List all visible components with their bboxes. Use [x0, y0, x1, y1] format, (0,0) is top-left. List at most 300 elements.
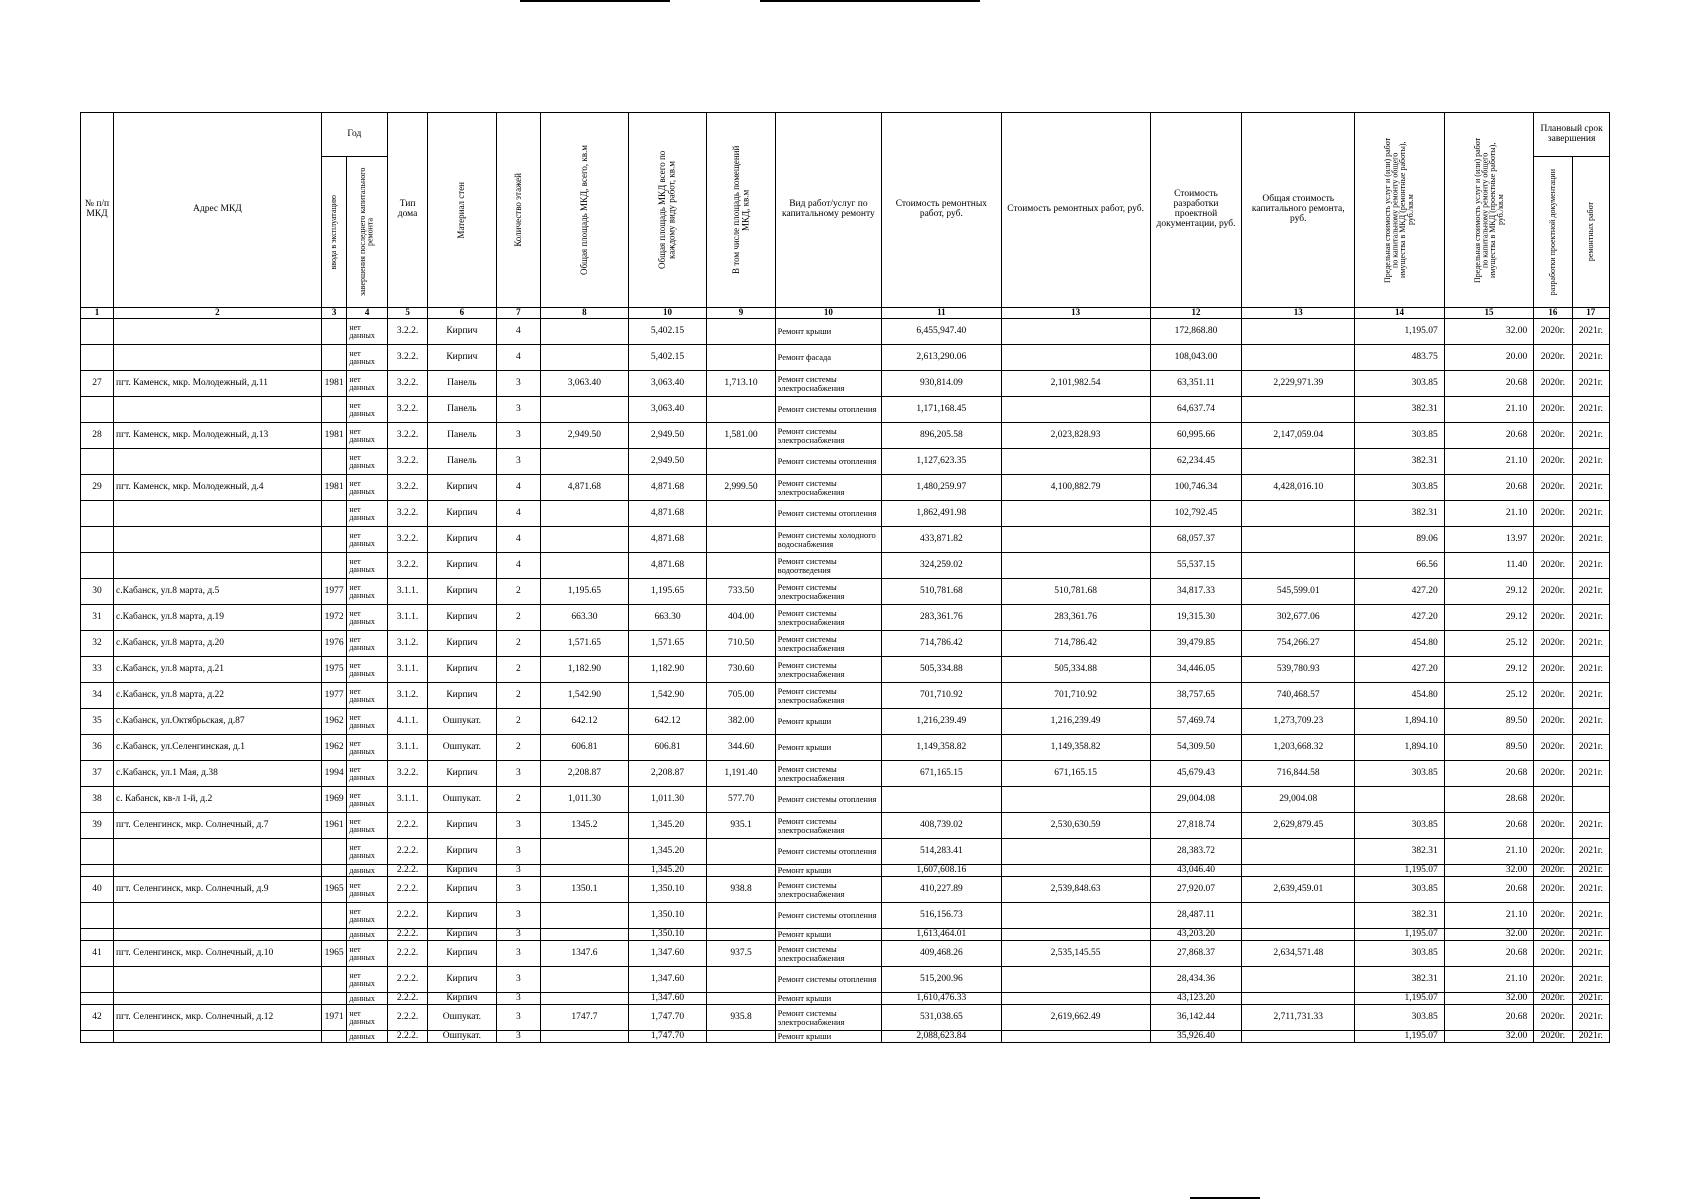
cell-deadline-repair: 2021г. — [1572, 449, 1609, 475]
cell-year-commission — [321, 865, 347, 877]
header-total-cost: Общая стоимость капитального ремонта, руб. — [1242, 113, 1355, 308]
table-row — [81, 903, 1610, 929]
cell-house-type: 3.1.2. — [387, 631, 427, 657]
cell-area-by-work: 1,345.20 — [628, 839, 707, 865]
cell-design-cost: 62,234.45 — [1150, 449, 1242, 475]
header-limit-design: Предельная стоимость услуг и (или) работ по капитальному ремонту общего имущества в МКД (проектные работы), руб./кв.м — [1472, 137, 1505, 283]
table-row — [81, 553, 1610, 579]
column-index-cell: 8 — [541, 308, 628, 319]
cell-row-number — [81, 449, 114, 475]
cell-address: с.Кабанск, ул.Селенгинская, д.1 — [114, 735, 322, 761]
cell-total-area: 1,571.65 — [541, 631, 628, 657]
cell-area-by-work: 1,182.90 — [628, 657, 707, 683]
cell-repair-cost: 6,455,947.40 — [882, 319, 1001, 345]
header-floors: Количество этажей — [512, 173, 523, 247]
cell-house-type: 2.2.2. — [387, 967, 427, 993]
cell-floors: 3 — [496, 967, 541, 993]
cell-work-type: Ремонт системы электроснабжения — [775, 813, 882, 839]
cell-premises-area — [707, 397, 775, 423]
cell-house-type: 3.1.1. — [387, 657, 427, 683]
cell-address — [114, 839, 322, 865]
cell-deadline-design: 2020г. — [1534, 579, 1572, 605]
cell-total-cost: 754,266.27 — [1242, 631, 1355, 657]
cell-area-by-work: 2,208.87 — [628, 761, 707, 787]
cell-floors: 3 — [496, 1031, 541, 1043]
cell-total-cost: 2,147,059.04 — [1242, 423, 1355, 449]
header-design-cost: Стоимость разработки проектной документации, руб. — [1150, 113, 1242, 308]
cell-repair-cost: 1,610,476.33 — [882, 993, 1001, 1005]
cell-premises-area — [707, 449, 775, 475]
cell-total-area: 1,195.65 — [541, 579, 628, 605]
cell-area-by-work: 1,347.60 — [628, 993, 707, 1005]
cell-house-type: 2.2.2. — [387, 865, 427, 877]
cell-row-number — [81, 319, 114, 345]
cell-house-type: 2.2.2. — [387, 941, 427, 967]
cell-limit-repair: 382.31 — [1355, 839, 1445, 865]
cell-address — [114, 903, 322, 929]
cell-design-cost: 36,142.44 — [1150, 1005, 1242, 1031]
cell-year-last-repair: нет данных — [347, 345, 387, 371]
cell-deadline-design: 2020г. — [1534, 967, 1572, 993]
cell-year-commission: 1969 — [321, 787, 347, 813]
cell-total-cost — [1242, 929, 1355, 941]
header-year-commission: ввода в эксплуатацию — [329, 194, 339, 270]
cell-wall-material: Кирпич — [428, 683, 496, 709]
cell-repair-cost-total — [1001, 839, 1150, 865]
cell-area-by-work: 1,542.90 — [628, 683, 707, 709]
cell-deadline-repair: 2021г. — [1572, 813, 1609, 839]
cell-repair-cost: 1,613,464.01 — [882, 929, 1001, 941]
cell-year-commission — [321, 345, 347, 371]
cell-repair-cost: 896,205.58 — [882, 423, 1001, 449]
cell-wall-material: Ошпукат. — [428, 735, 496, 761]
cell-wall-material: Кирпич — [428, 501, 496, 527]
table-row — [81, 527, 1610, 553]
cell-total-cost — [1242, 527, 1355, 553]
cell-address: пгт. Селенгинск, мкр. Солнечный, д.9 — [114, 877, 322, 903]
cell-row-number — [81, 967, 114, 993]
cell-total-cost — [1242, 553, 1355, 579]
cell-address: пгт. Селенгинск, мкр. Солнечный, д.7 — [114, 813, 322, 839]
cell-wall-material: Кирпич — [428, 553, 496, 579]
cell-limit-repair: 427.20 — [1355, 579, 1445, 605]
cell-repair-cost: 409,468.26 — [882, 941, 1001, 967]
cell-house-type: 3.2.2. — [387, 761, 427, 787]
cell-year-last-repair: данных — [347, 929, 387, 941]
cell-repair-cost: 510,781.68 — [882, 579, 1001, 605]
cell-row-number: 42 — [81, 1005, 114, 1031]
cell-design-cost: 172,868.80 — [1150, 319, 1242, 345]
cell-limit-design: 21.10 — [1444, 903, 1534, 929]
cell-year-last-repair: нет данных — [347, 839, 387, 865]
header-premises-area: В том числе площадь помещений МКД, кв.м — [730, 145, 751, 275]
cell-limit-repair: 1,195.07 — [1355, 319, 1445, 345]
cell-wall-material: Кирпич — [428, 903, 496, 929]
cell-limit-design: 20.68 — [1444, 371, 1534, 397]
cell-total-area: 1345.2 — [541, 813, 628, 839]
cell-total-area — [541, 865, 628, 877]
cell-deadline-repair: 2021г. — [1572, 579, 1609, 605]
cell-area-by-work: 3,063.40 — [628, 371, 707, 397]
cell-limit-repair: 1,894.10 — [1355, 735, 1445, 761]
cell-deadline-design: 2020г. — [1534, 735, 1572, 761]
cell-total-area: 1347.6 — [541, 941, 628, 967]
cell-deadline-design: 2020г. — [1534, 813, 1572, 839]
cell-limit-design: 20.68 — [1444, 475, 1534, 501]
cell-house-type: 3.2.2. — [387, 449, 427, 475]
cell-premises-area — [707, 319, 775, 345]
cell-limit-repair: 1,195.07 — [1355, 865, 1445, 877]
cell-limit-design: 20.68 — [1444, 1005, 1534, 1031]
cell-wall-material: Кирпич — [428, 527, 496, 553]
cell-deadline-design: 2020г. — [1534, 371, 1572, 397]
cell-repair-cost-total — [1001, 865, 1150, 877]
cell-row-number — [81, 345, 114, 371]
cell-house-type: 3.1.1. — [387, 787, 427, 813]
cell-limit-repair: 382.31 — [1355, 501, 1445, 527]
cell-row-number: 37 — [81, 761, 114, 787]
cell-premises-area: 710.50 — [707, 631, 775, 657]
table-row — [81, 787, 1610, 813]
cell-total-cost — [1242, 501, 1355, 527]
cell-floors: 2 — [496, 735, 541, 761]
cell-deadline-design: 2020г. — [1534, 941, 1572, 967]
cell-floors: 3 — [496, 929, 541, 941]
cell-year-last-repair: нет данных — [347, 903, 387, 929]
cell-address: пгт. Селенгинск, мкр. Солнечный, д.12 — [114, 1005, 322, 1031]
header-year: Год — [321, 113, 387, 157]
cell-total-area: 1350.1 — [541, 877, 628, 903]
header-deadline: Плановый срок завершения — [1534, 113, 1610, 157]
cell-repair-cost-total — [1001, 967, 1150, 993]
cell-wall-material: Кирпич — [428, 761, 496, 787]
cell-work-type: Ремонт системы отопления — [775, 449, 882, 475]
cell-wall-material: Кирпич — [428, 475, 496, 501]
cell-deadline-design: 2020г. — [1534, 501, 1572, 527]
cell-deadline-design: 2020г. — [1534, 683, 1572, 709]
cell-deadline-repair: 2021г. — [1572, 345, 1609, 371]
cell-work-type: Ремонт системы электроснабжения — [775, 877, 882, 903]
cell-wall-material: Кирпич — [428, 865, 496, 877]
cell-repair-cost: 410,227.89 — [882, 877, 1001, 903]
cell-area-by-work: 1,011.30 — [628, 787, 707, 813]
cell-row-number — [81, 527, 114, 553]
cell-year-commission — [321, 527, 347, 553]
cell-deadline-design: 2020г. — [1534, 877, 1572, 903]
cell-house-type: 3.2.2. — [387, 527, 427, 553]
cell-deadline-repair: 2021г. — [1572, 527, 1609, 553]
cell-year-commission: 1975 — [321, 657, 347, 683]
cell-design-cost: 68,057.37 — [1150, 527, 1242, 553]
cell-year-last-repair: данных — [347, 1031, 387, 1043]
cell-total-cost — [1242, 449, 1355, 475]
cell-premises-area: 935.1 — [707, 813, 775, 839]
table-row — [81, 993, 1610, 1005]
cell-total-cost — [1242, 397, 1355, 423]
cell-design-cost: 29,004.08 — [1150, 787, 1242, 813]
header-num: № п/п МКД — [81, 113, 114, 308]
cell-deadline-repair: 2021г. — [1572, 839, 1609, 865]
cell-year-last-repair: нет данных — [347, 787, 387, 813]
cell-year-last-repair: нет данных — [347, 631, 387, 657]
cell-repair-cost-total: 2,023,828.93 — [1001, 423, 1150, 449]
cell-house-type: 3.2.2. — [387, 423, 427, 449]
cell-total-area — [541, 993, 628, 1005]
cell-deadline-repair — [1572, 787, 1609, 813]
cell-limit-design: 20.68 — [1444, 877, 1534, 903]
cell-year-commission: 1976 — [321, 631, 347, 657]
cell-design-cost: 34,446.05 — [1150, 657, 1242, 683]
column-index-cell: 10 — [775, 308, 882, 319]
cell-total-area — [541, 903, 628, 929]
cell-repair-cost-total — [1001, 449, 1150, 475]
cell-area-by-work: 2,949.50 — [628, 449, 707, 475]
cell-premises-area: 2,999.50 — [707, 475, 775, 501]
cell-total-cost — [1242, 967, 1355, 993]
cell-area-by-work: 1,350.10 — [628, 877, 707, 903]
table-row — [81, 501, 1610, 527]
cell-design-cost: 54,309.50 — [1150, 735, 1242, 761]
cell-house-type: 2.2.2. — [387, 993, 427, 1005]
cell-repair-cost: 2,088,623.84 — [882, 1031, 1001, 1043]
cell-area-by-work: 1,350.10 — [628, 929, 707, 941]
cell-repair-cost: 283,361.76 — [882, 605, 1001, 631]
cell-area-by-work: 1,350.10 — [628, 903, 707, 929]
cell-total-cost: 2,229,971.39 — [1242, 371, 1355, 397]
cell-repair-cost-total: 283,361.76 — [1001, 605, 1150, 631]
cell-total-area — [541, 967, 628, 993]
cell-row-number — [81, 903, 114, 929]
cell-house-type: 3.1.2. — [387, 683, 427, 709]
cell-repair-cost-total — [1001, 1031, 1150, 1043]
cell-design-cost: 19,315.30 — [1150, 605, 1242, 631]
cell-year-last-repair: нет данных — [347, 579, 387, 605]
scan-edge-mark — [760, 0, 980, 2]
cell-repair-cost-total — [1001, 345, 1150, 371]
cell-floors: 3 — [496, 1005, 541, 1031]
cell-repair-cost: 1,862,491.98 — [882, 501, 1001, 527]
table-row — [81, 1031, 1610, 1043]
cell-repair-cost: 930,814.09 — [882, 371, 1001, 397]
cell-repair-cost: 701,710.92 — [882, 683, 1001, 709]
table-row — [81, 631, 1610, 657]
cell-area-by-work: 1,347.60 — [628, 967, 707, 993]
cell-work-type: Ремонт системы водоотведения — [775, 553, 882, 579]
cell-floors: 4 — [496, 475, 541, 501]
cell-work-type: Ремонт крыши — [775, 319, 882, 345]
cell-year-last-repair: нет данных — [347, 683, 387, 709]
cell-limit-repair: 382.31 — [1355, 903, 1445, 929]
cell-repair-cost-total: 2,539,848.63 — [1001, 877, 1150, 903]
cell-floors: 2 — [496, 709, 541, 735]
cell-deadline-repair: 2021г. — [1572, 929, 1609, 941]
cell-limit-design: 29.12 — [1444, 579, 1534, 605]
cell-total-area — [541, 501, 628, 527]
cell-work-type: Ремонт системы электроснабжения — [775, 605, 882, 631]
cell-year-commission — [321, 929, 347, 941]
cell-address: с.Кабанск, ул.1 Мая, д.38 — [114, 761, 322, 787]
cell-year-commission — [321, 501, 347, 527]
cell-year-commission — [321, 1031, 347, 1043]
cell-house-type: 2.2.2. — [387, 903, 427, 929]
cell-limit-design: 32.00 — [1444, 1031, 1534, 1043]
cell-wall-material: Кирпич — [428, 877, 496, 903]
cell-deadline-design: 2020г. — [1534, 839, 1572, 865]
cell-repair-cost-total: 2,530,630.59 — [1001, 813, 1150, 839]
cell-repair-cost-total — [1001, 527, 1150, 553]
cell-repair-cost-total — [1001, 903, 1150, 929]
cell-year-commission: 1977 — [321, 683, 347, 709]
cell-year-commission: 1971 — [321, 1005, 347, 1031]
cell-repair-cost-total: 2,619,662.49 — [1001, 1005, 1150, 1031]
cell-year-last-repair: нет данных — [347, 501, 387, 527]
cell-repair-cost: 515,200.96 — [882, 967, 1001, 993]
cell-row-number: 27 — [81, 371, 114, 397]
cell-repair-cost-total: 1,216,239.49 — [1001, 709, 1150, 735]
cell-premises-area: 404.00 — [707, 605, 775, 631]
cell-design-cost: 28,434.36 — [1150, 967, 1242, 993]
cell-deadline-repair: 2021г. — [1572, 903, 1609, 929]
cell-deadline-design: 2020г. — [1534, 449, 1572, 475]
cell-area-by-work: 5,402.15 — [628, 345, 707, 371]
cell-design-cost: 64,637.74 — [1150, 397, 1242, 423]
cell-wall-material: Кирпич — [428, 929, 496, 941]
table-row — [81, 877, 1610, 903]
cell-limit-design: 21.10 — [1444, 839, 1534, 865]
cell-work-type: Ремонт крыши — [775, 993, 882, 1005]
scan-edge-mark — [1190, 1197, 1260, 1199]
cell-house-type: 2.2.2. — [387, 1031, 427, 1043]
cell-total-area: 1,542.90 — [541, 683, 628, 709]
cell-wall-material: Ошпукат. — [428, 709, 496, 735]
cell-area-by-work: 3,063.40 — [628, 397, 707, 423]
cell-deadline-design: 2020г. — [1534, 1031, 1572, 1043]
cell-total-area: 2,949.50 — [541, 423, 628, 449]
table-row — [81, 709, 1610, 735]
cell-repair-cost: 516,156.73 — [882, 903, 1001, 929]
cell-deadline-design: 2020г. — [1534, 527, 1572, 553]
cell-work-type: Ремонт системы отопления — [775, 839, 882, 865]
cell-total-area: 1,011.30 — [541, 787, 628, 813]
cell-row-number: 35 — [81, 709, 114, 735]
cell-address: с. Кабанск, кв-л 1-й, д.2 — [114, 787, 322, 813]
cell-work-type: Ремонт системы отопления — [775, 967, 882, 993]
cell-design-cost: 28,383.72 — [1150, 839, 1242, 865]
cell-total-cost: 2,711,731.33 — [1242, 1005, 1355, 1031]
header-deadline-repair: ремонтных работ — [1585, 202, 1595, 262]
table-row — [81, 345, 1610, 371]
table-row — [81, 397, 1610, 423]
cell-area-by-work: 1,747.70 — [628, 1031, 707, 1043]
cell-wall-material: Панель — [428, 371, 496, 397]
cell-total-cost: 4,428,016.10 — [1242, 475, 1355, 501]
cell-deadline-design: 2020г. — [1534, 657, 1572, 683]
cell-total-area — [541, 319, 628, 345]
cell-deadline-repair: 2021г. — [1572, 993, 1609, 1005]
header-repair-cost: Стоимость ремонтных работ, руб. — [882, 113, 1001, 308]
cell-premises-area — [707, 865, 775, 877]
cell-year-last-repair: нет данных — [347, 527, 387, 553]
capital-repair-table — [80, 112, 1610, 1043]
cell-repair-cost-total — [1001, 553, 1150, 579]
cell-row-number: 36 — [81, 735, 114, 761]
cell-total-area — [541, 929, 628, 941]
cell-total-cost: 2,634,571.48 — [1242, 941, 1355, 967]
cell-floors: 3 — [496, 941, 541, 967]
cell-floors: 2 — [496, 605, 541, 631]
cell-deadline-repair: 2021г. — [1572, 735, 1609, 761]
column-index-cell: 17 — [1572, 308, 1609, 319]
header-wall: Материал стен — [456, 181, 467, 239]
column-index-cell: 10 — [628, 308, 707, 319]
cell-wall-material: Ошпукат. — [428, 1005, 496, 1031]
cell-floors: 3 — [496, 423, 541, 449]
column-index-cell: 9 — [707, 308, 775, 319]
cell-premises-area — [707, 967, 775, 993]
cell-total-cost: 539,780.93 — [1242, 657, 1355, 683]
cell-house-type: 3.2.2. — [387, 397, 427, 423]
column-index-row — [81, 308, 1610, 319]
cell-row-number: 38 — [81, 787, 114, 813]
cell-deadline-repair: 2021г. — [1572, 941, 1609, 967]
cell-repair-cost: 1,216,239.49 — [882, 709, 1001, 735]
cell-limit-repair: 303.85 — [1355, 813, 1445, 839]
cell-total-cost: 29,004.08 — [1242, 787, 1355, 813]
cell-wall-material: Ошпукат. — [428, 1031, 496, 1043]
cell-address — [114, 865, 322, 877]
cell-row-number: 33 — [81, 657, 114, 683]
cell-work-type: Ремонт системы электроснабжения — [775, 1005, 882, 1031]
cell-design-cost: 38,757.65 — [1150, 683, 1242, 709]
cell-row-number — [81, 929, 114, 941]
cell-limit-repair: 382.31 — [1355, 967, 1445, 993]
cell-area-by-work: 642.12 — [628, 709, 707, 735]
cell-address: пгт. Каменск, мкр. Молодежный, д.4 — [114, 475, 322, 501]
cell-row-number: 30 — [81, 579, 114, 605]
cell-repair-cost-total — [1001, 787, 1150, 813]
cell-repair-cost: 1,149,358.82 — [882, 735, 1001, 761]
cell-work-type: Ремонт системы электроснабжения — [775, 657, 882, 683]
table-row — [81, 449, 1610, 475]
cell-limit-repair: 303.85 — [1355, 475, 1445, 501]
cell-address: с.Кабанск, ул.8 марта, д.22 — [114, 683, 322, 709]
cell-address — [114, 527, 322, 553]
cell-year-commission — [321, 449, 347, 475]
cell-deadline-repair: 2021г. — [1572, 967, 1609, 993]
cell-repair-cost: 1,171,168.45 — [882, 397, 1001, 423]
cell-work-type: Ремонт системы электроснабжения — [775, 683, 882, 709]
cell-floors: 3 — [496, 449, 541, 475]
cell-wall-material: Кирпич — [428, 345, 496, 371]
cell-design-cost: 34,817.33 — [1150, 579, 1242, 605]
cell-floors: 2 — [496, 631, 541, 657]
cell-floors: 3 — [496, 761, 541, 787]
table-row — [81, 319, 1610, 345]
cell-premises-area — [707, 501, 775, 527]
cell-total-area — [541, 527, 628, 553]
cell-deadline-design: 2020г. — [1534, 553, 1572, 579]
cell-premises-area: 382.00 — [707, 709, 775, 735]
cell-work-type: Ремонт крыши — [775, 929, 882, 941]
table-row — [81, 605, 1610, 631]
cell-address — [114, 345, 322, 371]
cell-limit-design: 21.10 — [1444, 501, 1534, 527]
cell-work-type: Ремонт системы электроснабжения — [775, 941, 882, 967]
cell-year-last-repair: нет данных — [347, 967, 387, 993]
cell-year-commission — [321, 967, 347, 993]
column-index-cell: 5 — [387, 308, 427, 319]
column-index-cell: 1 — [81, 308, 114, 319]
